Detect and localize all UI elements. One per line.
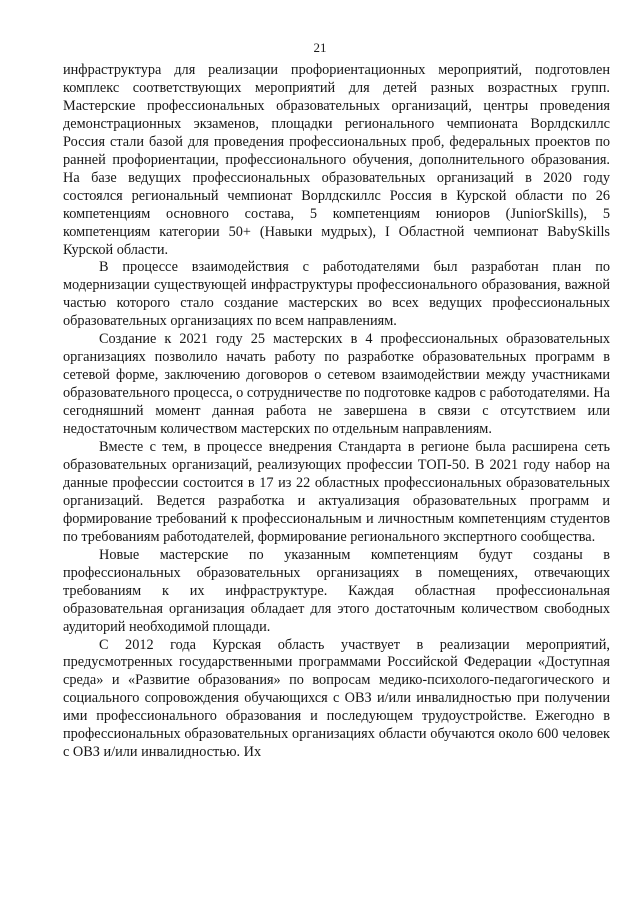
paragraph-new-workshops: Новые мастерские по указанным компетенциям будут созданы в профессиональных образовательных организациях в помещениях, отвечающих требованиям к их инфраструктуре. Каждая областная профессиональная образовательная организация обладает для этого достаточным количеством свободных аудиторий необходимой площади. — [63, 546, 610, 635]
paragraph-continuation: инфраструктура для реализации профориентационных мероприятий, подготовлен комплекс соответствующих мероприятий для детей разных возрастных групп. Мастерские профессиональных образовательных организаций, центры проведения демонстрационных экзаменов, площадки регионального чемпионата Ворлдскиллс Россия стали базой для проведения профессиональных проб, федеральных проектов по ранней профориентации, профессионального обучения, дополнительного образования. На базе ведущих профессиональных образовательных организаций в 2020 году состоялся региональный чемпионат Ворлдскиллс Россия в Курской области по 26 компетенциям основного состава, 5 компетенциям юниоров (JuniorSkills), 5 компетенциям категории 50+ (Навыки мудрых), I Областной чемпионат BabySkills Курской области. — [63, 62, 610, 258]
paragraph-accessible-environment: С 2012 года Курская область участвует в реализации мероприятий, предусмотренных государственными программами Российской Федерации «Доступная среда» и «Развитие образования» по вопросам медико-психолого-педагогического и социального сопровождения обучающихся с ОВЗ и/или инвалидностью при получении ими профессионального образования и последующем трудоустройстве. Ежегодно в профессиональных образовательных организациях области обучаются около 600 человек с ОВЗ и/или инвалидностью. Их — [63, 636, 610, 761]
paragraph-employers-plan: В процессе взаимодействия с работодателями был разработан план по модернизации существующей инфраструктуры профессионального образования, важной частью которого стало создание мастерских во всех ведущих профессиональных образовательных организациях по всем направлениям. — [63, 259, 610, 330]
body-text — [63, 62, 610, 762]
page-number: 21 — [313, 40, 327, 55]
paragraph-workshops-2021: Создание к 2021 году 25 мастерских в 4 профессиональных образовательных организациях позволило начать работу по разработке образовательных программ в сетевой форме, заключению договоров о сетевом взаимодействии между участниками образовательного процесса, о сотрудничестве по подготовке кадров с работодателями. На сегодняшний момент данная работа не завершена в связи с отсутствием или недостаточным количеством мастерских по отдельным направлениям. — [63, 331, 610, 438]
paragraph-top50-network: Вместе с тем, в процессе внедрения Стандарта в регионе была расширена сеть образовательных организаций, реализующих профессии ТОП-50. В 2021 году набор на данные профессии состоится в 17 из 22 областных профессиональных образовательных организаций. Ведется разработка и актуализация образовательных программ и формирование требований к профессиональным и личностным компетенциям студентов по требованиям работодателей, формирование регионального экспертного сообщества. — [63, 439, 610, 545]
